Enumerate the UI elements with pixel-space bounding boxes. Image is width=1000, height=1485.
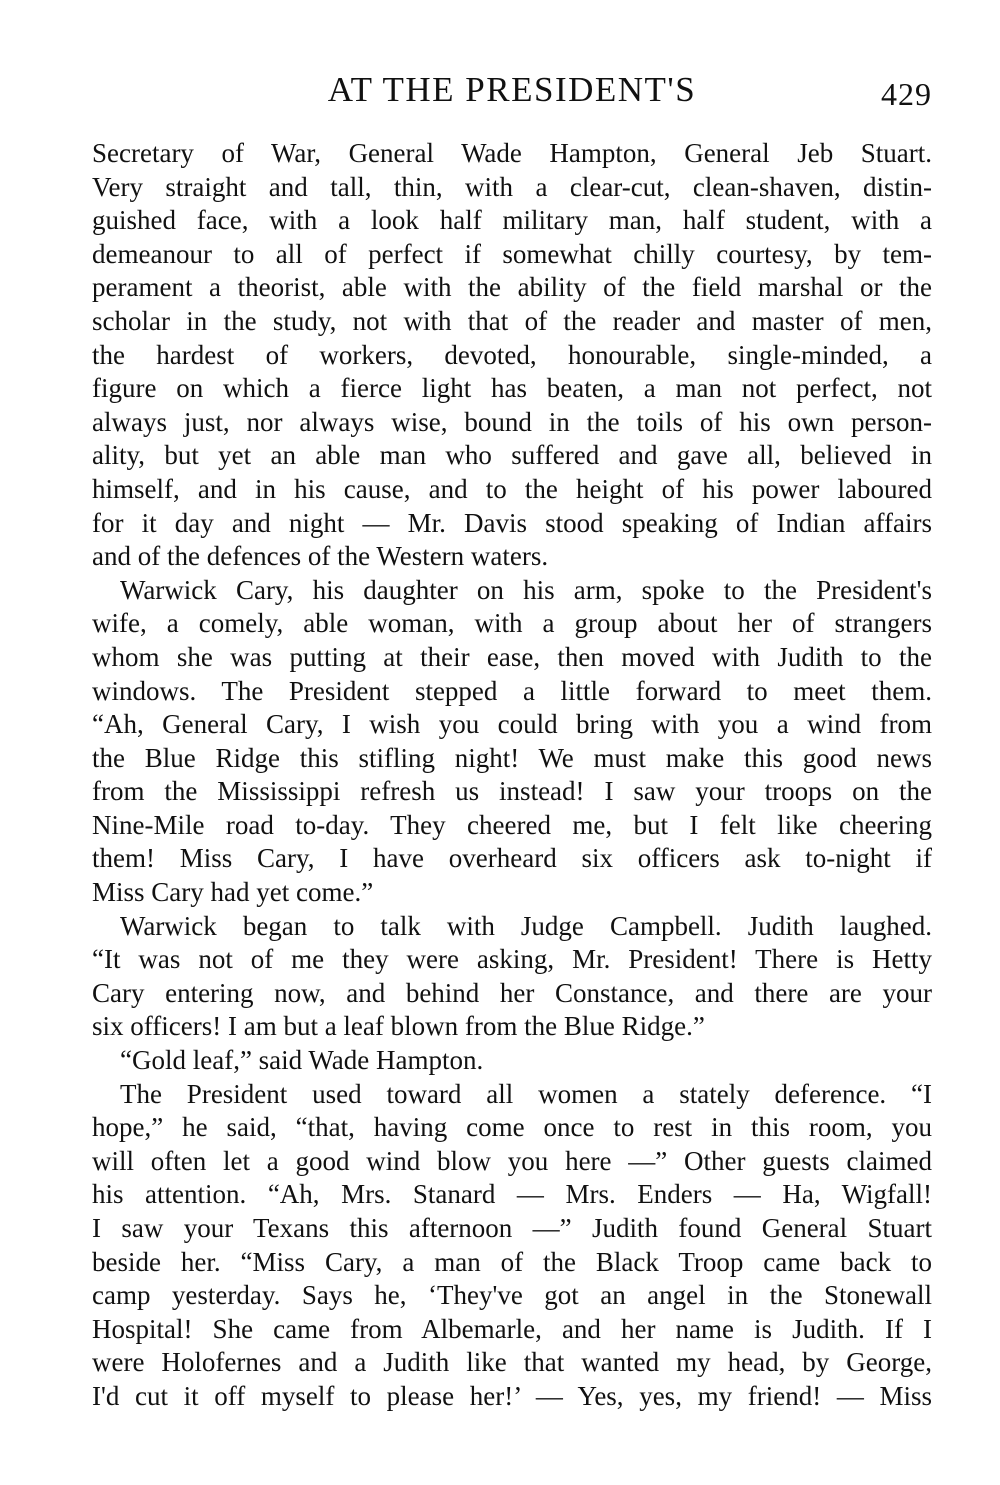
text-line: his attention. “Ah, Mrs. Stanard — Mrs. Enders — Ha, Wigfall! [92,1179,932,1210]
text-line: guished face, with a look half military man, half student, with a [92,205,932,236]
text-line: from the Mississippi refresh us instead! I saw your troops on the [92,776,932,807]
text-line: Nine-Mile road to-day. They cheered me, but I felt like cheering [92,809,932,840]
text-line: Very straight and tall, thin, with a clear-cut, clean-shaven, distin- [92,171,932,202]
body-text [92,137,932,1414]
page-number: 429 [881,76,932,112]
text-line: “Gold leaf,” said Wade Hampton. [120,1045,484,1076]
text-line: were Holofernes and a Judith like that wanted my head, by George, [92,1347,932,1378]
text-line: windows. The President stepped a little forward to meet them. [92,675,932,706]
text-line: always just, nor always wise, bound in the toils of his own person- [92,406,932,437]
text-line: demeanour to all of perfect if somewhat chilly courtesy, by tem- [92,238,932,269]
text-line: Secretary of War, General Wade Hampton, General Jeb Stuart. [92,138,932,168]
text-line: “Ah, General Cary, I wish you could bring with you a wind from [92,709,932,740]
text-line: and of the defences of the Western waters. [92,541,549,572]
text-line: the Blue Ridge this stifling night! We must make this good news [92,742,932,773]
text-line: scholar in the study, not with that of the reader and master of men, [92,305,932,336]
running-head [92,68,932,112]
text-line: perament a theorist, able with the ability of the field marshal or the [92,272,932,303]
text-line: himself, and in his cause, and to the height of his power laboured [92,473,932,504]
text-line: will often let a good wind blow you here —” Other guests claimed [92,1145,932,1176]
text-line: Miss Cary had yet come.” [92,877,374,908]
text-line: Hospital! She came from Albemarle, and her name is Judith. If I [92,1313,932,1344]
text-line: Cary entering now, and behind her Constance, and there are your [92,977,932,1008]
text-line: The President used toward all women a stately deference. “I [120,1078,932,1109]
text-line: ality, but yet an able man who suffered and gave all, believed in [92,440,932,471]
text-line: them! Miss Cary, I have overheard six officers ask to-night if [92,843,932,874]
text-line: Warwick Cary, his daughter on his arm, spoke to the President's [120,574,932,605]
text-line: hope,” he said, “that, having come once to rest in this room, you [92,1112,932,1143]
text-line: beside her. “Miss Cary, a man of the Black Troop came back to [92,1246,932,1277]
text-line: the hardest of workers, devoted, honourable, single-minded, a [92,339,932,370]
text-line: camp yesterday. Says he, ‘They've got an angel in the Stonewall [92,1280,932,1311]
text-line: six officers! I am but a leaf blown from the Blue Ridge.” [92,1011,705,1042]
running-title: AT THE PRESIDENT'S [327,70,697,109]
text-line: whom she was putting at their ease, then moved with Judith to the [92,641,932,672]
text-line: I saw your Texans this afternoon —” Judith found General Stuart [92,1213,932,1243]
text-line: “It was not of me they were asking, Mr. President! There is Hetty [92,944,932,975]
text-line: for it day and night — Mr. Davis stood speaking of Indian affairs [92,507,932,538]
text-line: wife, a comely, able woman, with a group about her of strangers [92,608,932,639]
text-line: Warwick began to talk with Judge Campbell. Judith laughed. [120,910,932,941]
text-line: figure on which a fierce light has beaten, a man not perfect, not [92,373,932,404]
text-line: I'd cut it off myself to please her!’ — Yes, yes, my friend! — Miss [92,1380,932,1411]
